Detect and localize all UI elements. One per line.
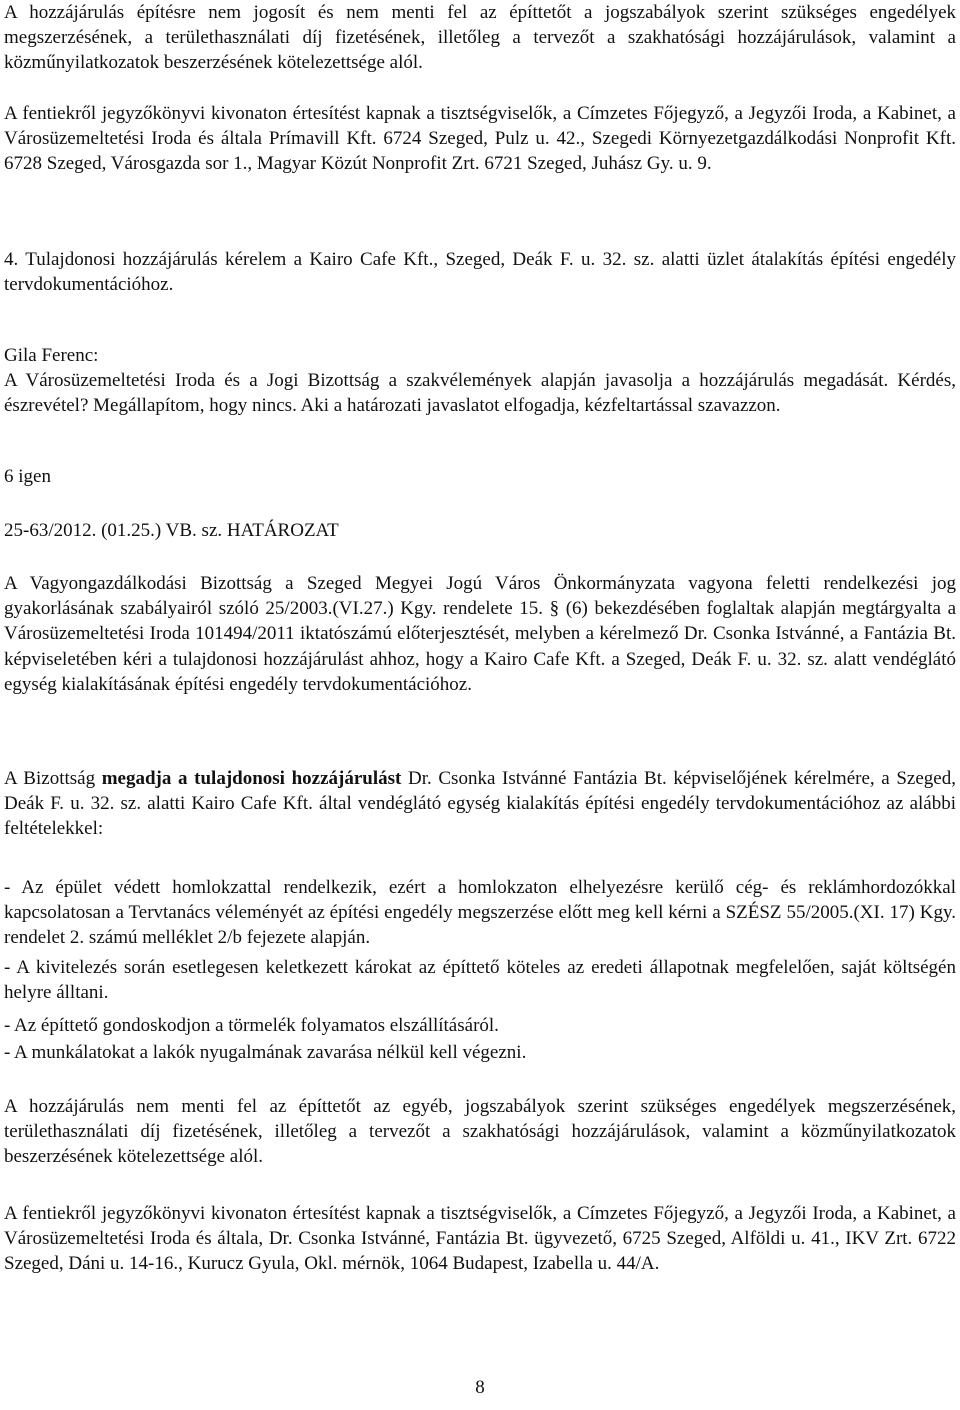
condition-residents: - A munkálatokat a lakók nyugalmának zavarása nélkül kell végezni. (4, 1042, 527, 1063)
paragraph-notification-1: A fentiekről jegyzőkönyvi kivonaton értesítést kapnak a tisztségviselők, a Címzetes Főjegyző, a Jegyzői Iroda, a Kabinet, a Városüzemeltetési Iroda és általa Prímavill Kft. 6724 Szeged, Pulz u. 42., Szegedi Környezetgazdálkodási Nonprofit Kft. 6728 Szeged, Városgazda sor 1., Magyar Közút Nonprofit Zrt. 6721 Szeged, Juhász Gy. u. 9. (4, 103, 956, 175)
decision-rest: Dr. Csonka Istvánné Fantázia Bt. képviselőjének kérelmére, a Szeged, Deák F. u. 32. sz. alatti Kairo Cafe Kft. által vendéglátó egység kialakítás építési engedély tervdokumentációhoz az alábbi feltételekkel: (4, 768, 956, 840)
paragraph-notification-2: A fentiekről jegyzőkönyvi kivonaton értesítést kapnak a tisztségviselők, a Címzetes Főjegyző, a Jegyzői Iroda, a Kabinet, a Városüzemeltetési Iroda és általa, Dr. Csonka Istvánné, Fantázia Bt. ügyvezető, 6725 Szeged, Alföldi u. 41., IKV Zrt. 6722 Szeged, Dáni u. 14-16., Kurucz Gyula, Okl. mérnök, 1064 Budapest, Izabella u. 44/A. (4, 1203, 956, 1275)
resolution-heading: 25-63/2012. (01.25.) VB. sz. HATÁROZAT (4, 520, 339, 541)
condition-facade: - Az épület védett homlokzattal rendelkezik, ezért a homlokzaton elhelyezésre kerülő cég- és reklámhordozókkal kapcsolatosan a Tervtanács véleményét az építési engedély megszerzése előtt meg kell kérni a SZÉSZ 55/2005.(XI. 17) Kgy. rendelet 2. számú melléklet 2/b fejezete alapján. (4, 877, 956, 949)
page-number: 8 (475, 1377, 485, 1398)
agenda-item-4: 4. Tulajdonosi hozzájárulás kérelem a Kairo Cafe Kft., Szeged, Deák F. u. 32. sz. alatti üzlet átalakítás építési engedély tervdokumentációhoz. (4, 249, 956, 296)
condition-damages: - A kivitelezés során esetlegesen keletkezett károkat az építtető köteles az eredeti állapotnak megfelelően, saját költségén helyre álltani. (4, 957, 956, 1004)
paragraph-proposal: A Városüzemeltetési Iroda és a Jogi Bizottság a szakvélemények alapján javasolja a hozzájárulás megadását. Kérdés, észrevétel? Megállapítom, hogy nincs. Aki a határozati javaslatot elfogadja, kézfeltartással szavazzon. (4, 370, 956, 417)
paragraph-resolution-body: A Vagyongazdálkodási Bizottság a Szeged Megyei Jogú Város Önkormányzata vagyona feletti rendelkezési jog gyakorlásának szabályairól szóló 25/2003.(VI.27.) Kgy. rendelete 15. § (6) bekezdésében foglaltak alapján megtárgyalta a Városüzemeltetési Iroda 101494/2011 iktatószámú előterjesztését, melyben a kérelmező Dr. Csonka Istvánné, a Fantázia Bt. képviseletében kéri a tulajdonosi hozzájárulást ahhoz, hogy a Kairo Cafe Kft. a Szeged, Deák F. u. 32. sz. alatt vendéglátó egység kialakításának építési engedély tervdokumentációhoz. (4, 573, 956, 695)
paragraph-disclaimer-2: A hozzájárulás nem menti fel az építtetőt az egyéb, jogszabályok szerint szükséges engedélyek megszerzésének, területhasználati díj fizetésének, illetőleg a tervezőt a szakhatósági hozzájárulások, valamint a közműnyilatkozatok beszerzésének kötelezettsége alól. (4, 1096, 956, 1168)
paragraph-permit-disclaimer: A hozzájárulás építésre nem jogosít és nem menti fel az építtetőt a jogszabályok szerint szükséges engedélyek megszerzésének, a területhasználati díj fizetésének, illetőleg a tervezőt a szakhatósági hozzájárulások, valamint a közműnyilatkozatok beszerzésének kötelezettsége alól. (4, 2, 956, 74)
vote-result: 6 igen (4, 466, 51, 487)
speaker-name: Gila Ferenc: (4, 345, 99, 366)
condition-debris: - Az építtető gondoskodjon a törmelék folyamatos elszállításáról. (4, 1015, 499, 1036)
paragraph-decision (4, 766, 956, 842)
decision-intro: A Bizottság (4, 768, 102, 789)
decision-bold: megadja a tulajdonosi hozzájárulást (101, 768, 402, 789)
